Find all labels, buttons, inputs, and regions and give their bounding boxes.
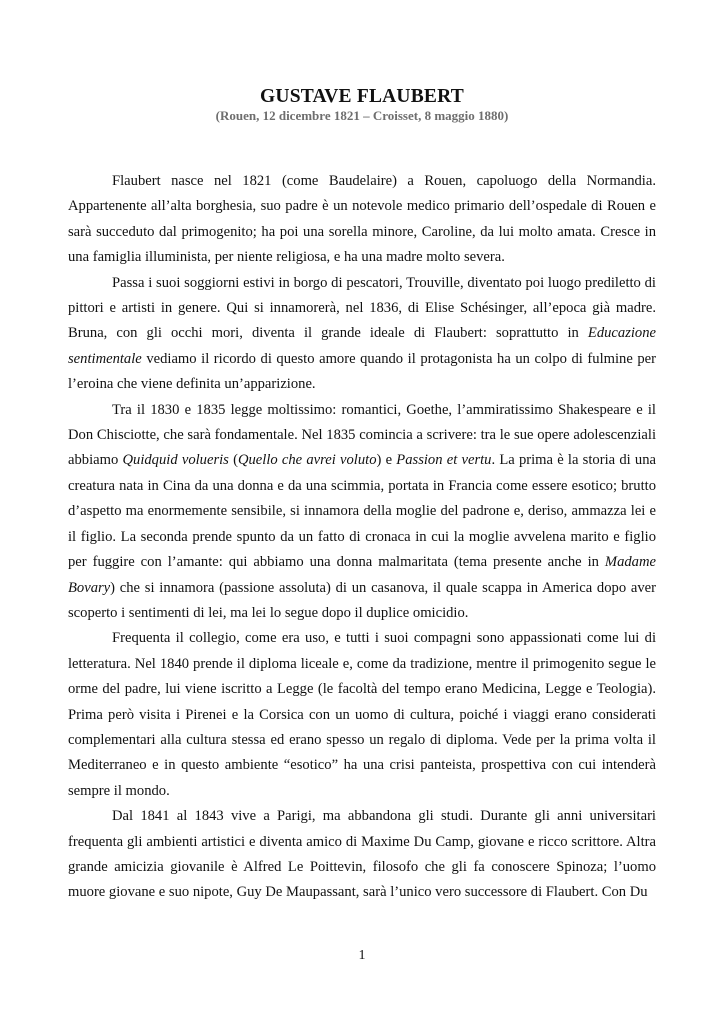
paragraph-3: [68, 398, 656, 627]
paragraph-1: [68, 169, 656, 271]
document-body: [68, 169, 656, 906]
paragraph-text: (: [228, 452, 238, 469]
paragraph-text: Tra il 1830 e 1835 legge moltissimo: romantici, Goethe, l’ammiratissimo Shakespeare e il Don Chisciotte, che sarà fondamentale. Nel 1835 comincia a scrivere: tra le sue opere adolescenziali abbiamo: [68, 401, 656, 469]
paragraph-text: Dal 1841 al 1843 vive a Parigi, ma abbandona gli studi. Durante gli anni universitari frequenta gli ambienti artistici e diventa amico di Maxime Du Camp, giovane e ricco scrittore. Altra grande amicizia giovanile è Alfred Le Poittevin, filosofo che gli fa conoscere Spinoza; l’uomo muore giovane e suo nipote, Guy De Maupassant, sarà l’unico vero successore di Flaubert. Con Du: [68, 808, 656, 901]
document-title: GUSTAVE FLAUBERT: [260, 86, 464, 107]
paragraph-5: [68, 804, 656, 906]
document-subtitle: (Rouen, 12 dicembre 1821 – Croisset, 8 maggio 1880): [215, 108, 509, 123]
paragraph-text: Passa i suoi soggiorni estivi in borgo di pescatori, Trouville, diventato poi luogo prediletto di pittori e artisti in genere. Qui si innamorerà, nel 1836, di Elise Schésinger, all’epoca già madre. Bruna, con gli occhi mori, diventa il grande ideale di Flaubert: soprattutto in: [68, 274, 656, 342]
paragraph-text: ) e: [376, 452, 397, 469]
italic-title-text: Madame Bovary: [68, 554, 656, 596]
italic-title-text: Educazione sentimentale: [68, 325, 656, 367]
paragraph-text: vediamo il ricordo di questo amore quando il protagonista ha un colpo di fulmine per l’eroina che viene definita un’apparizione.: [68, 350, 656, 393]
italic-title-text: Quidquid volueris: [122, 452, 229, 469]
italic-title-text: Passion et vertu: [396, 452, 492, 469]
paragraph-2: [68, 271, 656, 398]
paragraph-text: Frequenta il collegio, come era uso, e tutti i suoi compagni sono appassionati come lui di letteratura. Nel 1840 prende il diploma liceale e, come da tradizione, mentre il primogenito segue le orme del padre, lui viene iscritto a Legge (le facoltà del tempo erano Medicina, Legge e Teologia). Prima però visita i Pirenei e la Corsica con un uomo di cultura, poiché i viaggi erano considerati complementari alla cultura stessa ed erano spesso un regalo di diploma. Vede per la prima volta il Mediterraneo e in questo ambiente “esotico” ha una crisi panteista, prospettiva con cui intenderà sempre il mondo.: [68, 630, 656, 799]
page-number: 1: [358, 948, 366, 963]
paragraph-text: . La prima è la storia di una creatura nata in Cina da una donna e da una scimmia, portata in Francia come essere esotico; brutto d’aspetto ma enormemente sensibile, si innamora della moglie del padrone e, deriso, ammazza lei e il figlio. La seconda prende spunto da un fatto di cronaca in cui la moglie avvelena marito e figlio per fuggire con l’amante: qui abbiamo una donna malmaritata (tema presente anche in: [68, 452, 656, 571]
paragraph-4: [68, 626, 656, 804]
paragraph-text: Flaubert nasce nel 1821 (come Baudelaire) a Rouen, capoluogo della Normandia. Appartenente all’alta borghesia, suo padre è un notevole medico primario dell’ospedale di Rouen e sarà succeduto dal primogenito; ha poi una sorella minore, Caroline, da lui molto amata. Cresce in una famiglia illuminista, per niente religiosa, e ha una madre molto severa.: [68, 173, 656, 266]
paragraph-text: ) che si innamora (passione assoluta) di un casanova, il quale scappa in America dopo aver scoperto i sentimenti di lei, ma lei lo segue dopo il duplice omicidio.: [68, 579, 656, 621]
italic-title-text: Quello che avrei voluto: [237, 452, 377, 469]
